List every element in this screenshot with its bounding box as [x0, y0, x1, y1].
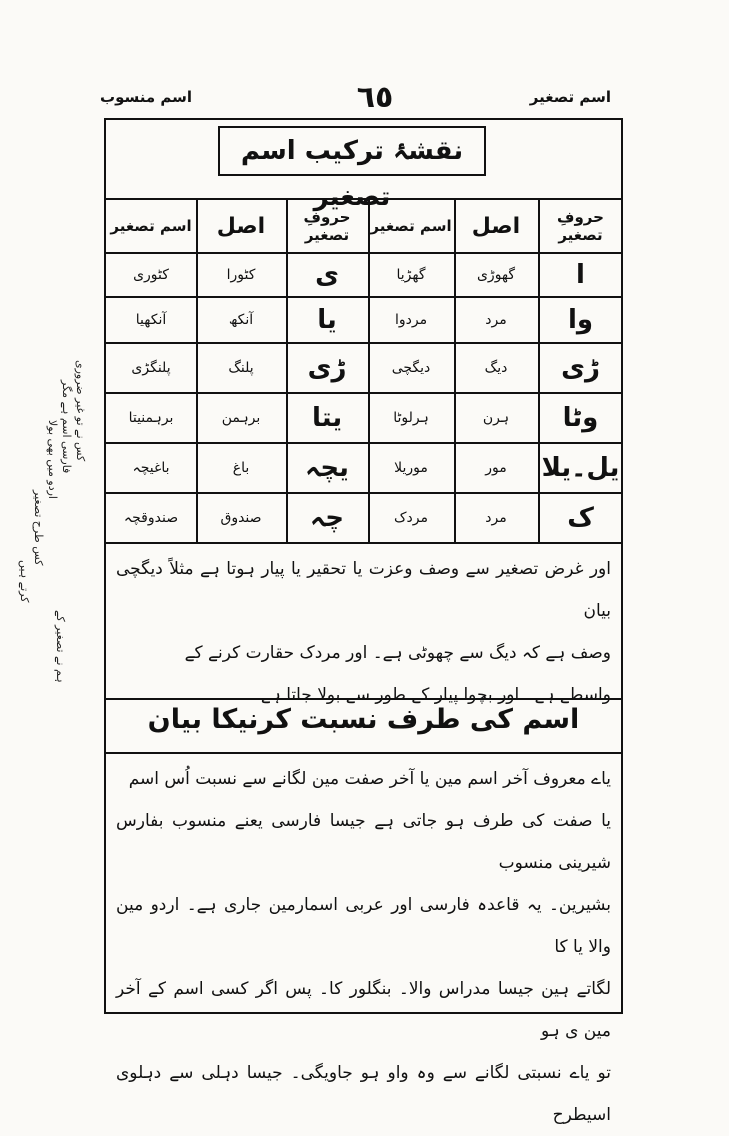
table-cell: یچہ — [305, 453, 349, 483]
table-cell: آنکھیا — [135, 312, 167, 328]
margin-note: اردو میں بھی بولا — [46, 420, 59, 499]
table-cell: موریلا — [394, 460, 428, 476]
table-cell: یا — [317, 305, 337, 335]
table-cell: ڑی — [561, 353, 600, 383]
table-title: نقشۂ ترکیب اسم تصغیر — [218, 126, 486, 176]
table-cell: برہمن — [221, 410, 261, 426]
table-cell: گھڑیا — [396, 267, 426, 283]
column-header: حروفِ تصغیر — [303, 208, 351, 244]
table-cell: کٹورا — [226, 267, 256, 283]
column-header: اصل — [471, 213, 521, 239]
text-line: یا صفت کی طرف ہو جاتی ہے جیسا فارسی یعنے منسوب بفارس شیرینی منسوب — [116, 811, 611, 873]
margin-note: کرتے ہیں — [18, 560, 31, 603]
table-cell: آنکھ — [228, 312, 254, 328]
text-line: لگاتے ہین جیسا مدراس والا۔ بنگلور کا۔ پس اگر کسی اسم کے آخر مین ی ہو — [116, 979, 611, 1041]
table-cell: دیگچی — [391, 360, 431, 376]
table-cell: پلنگ — [228, 360, 254, 376]
margin-note: فارسی اسم ہے مگر — [60, 380, 73, 474]
table-cell: کٹوری — [133, 267, 169, 283]
text-line: یاے معروف آخر اسم مین یا آخر صفت مین لگانے سے نسبت اُس اسم — [128, 769, 611, 789]
table-cell: مردوا — [394, 312, 428, 328]
table-cell: یتا — [311, 403, 343, 433]
table-cell: صندوقچہ — [123, 510, 179, 526]
text-line: بشیرین۔ یہ قاعدہ فارسی اور عربی اسمارمین جاری ہے۔ اردو مین والا یا کا — [116, 895, 611, 957]
margin-note: کس نے تو غیر ضروری — [74, 360, 87, 462]
paragraph-tasghir — [116, 548, 611, 716]
table-cell: دیگ — [484, 360, 508, 376]
paragraph-nisbat — [116, 758, 611, 1136]
text-line: اور غرض تصغیر سے وصف وعزت یا تحقیر یا پیار ہوتا ہے مثلاً دیگچی بیان — [116, 559, 611, 621]
text-line: وصف ہے کہ دیگ سے چھوٹی ہے۔ اور مردک حقارت کرنے کے — [184, 643, 611, 663]
table-cell: وٹا — [562, 403, 599, 433]
column-header: حروفِ تصغیر — [557, 208, 604, 244]
table-cell: ہرن — [482, 410, 510, 426]
content-frame — [104, 118, 623, 1125]
divider — [106, 698, 621, 700]
table-cell: ہرلوٹا — [393, 410, 429, 426]
margin-note: کس طرح تصغیر — [32, 490, 45, 566]
table-cell: باغیچہ — [132, 460, 170, 476]
column-header: اسم تصغیر — [370, 217, 452, 235]
table-cell: وا — [567, 305, 594, 335]
table-cell: مور — [485, 460, 507, 476]
margin-note: ہم نے تصغیر کے — [54, 610, 67, 683]
table-cell: گھوڑی — [476, 267, 516, 283]
table-cell: پلنگڑی — [131, 360, 171, 376]
margin-notes — [14, 360, 94, 790]
text-line: تو یاے نسبتی لگانے سے وہ واو ہو جاویگی۔ جیسا دہلی سے دہلوی اسیطرح — [116, 1063, 611, 1125]
table-cell: باغ — [232, 460, 250, 476]
table-cell: ڑی — [307, 353, 347, 383]
column-header: اسم تصغیر — [110, 217, 192, 235]
table-cell: مرد — [485, 312, 507, 328]
table-cell: یل۔یلا — [541, 453, 620, 483]
divider — [106, 542, 621, 544]
divider — [106, 752, 621, 754]
column-header: اصل — [216, 213, 266, 239]
running-header-left: اسم منسوب — [100, 88, 193, 106]
section-title: اسم کی طرف نسبت کرنیکا بیان — [147, 704, 580, 735]
page-number: ٦٥ — [356, 80, 394, 115]
table-cell: ک — [567, 503, 594, 533]
table-cell: ا — [576, 260, 585, 290]
table-cell: مردک — [394, 510, 428, 526]
table-cell: ی — [315, 260, 339, 290]
running-header-right: اسم تصغیر — [529, 88, 611, 106]
table-cell: صندوق — [220, 510, 262, 526]
table-cell: چہ — [310, 503, 344, 533]
table-cell: مرد — [485, 510, 507, 526]
table-cell: برہمنیتا — [128, 410, 174, 426]
text-line: واسطے ہے۔ اور بچوا پیار کے طور سے بولا جاتا ہے۔ — [250, 685, 611, 705]
